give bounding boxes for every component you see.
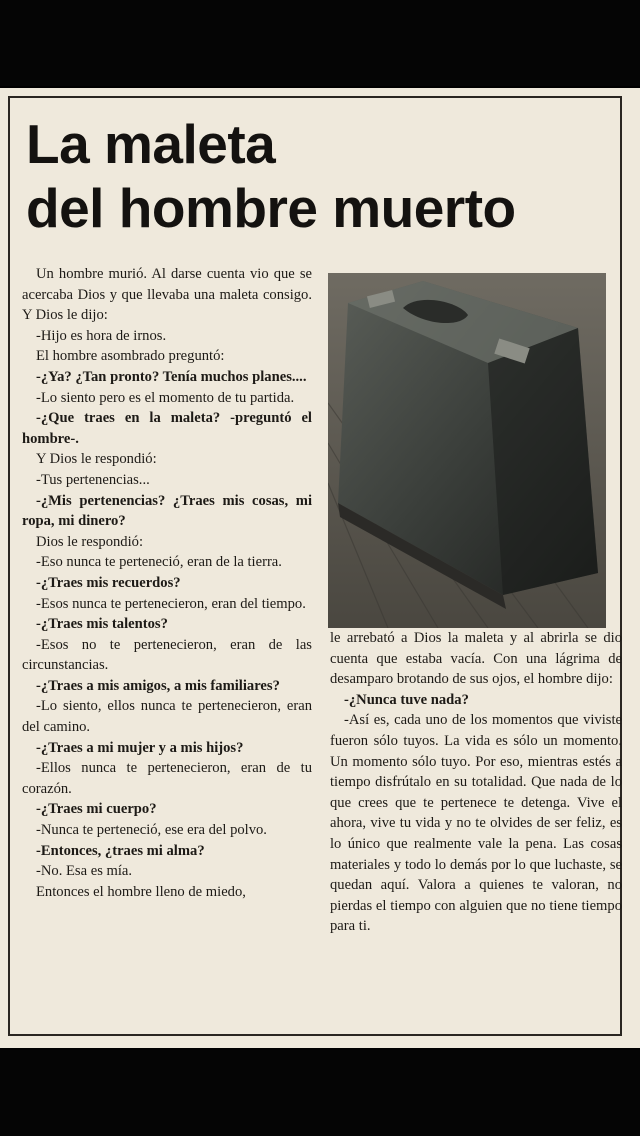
paragraph: -¿Traes a mi mujer y a mis hijos? [36,739,244,756]
headline-line-1: La maleta [26,113,276,175]
paragraph: -¿Que traes en la maleta? -preguntó el hombre-. [22,410,312,447]
paragraph: Dios le respondió: [36,533,144,550]
bottom-black-bar [0,1050,640,1136]
right-text-column [330,628,622,937]
paragraph: -Hijo es hora de irnos. [36,327,167,344]
paragraph: le arrebató a Dios la maleta y al abrirla se dio cuenta que estaba vacía. Con una lágrima de desamparo brotando de sus ojos, el hombre dijo: [330,630,622,688]
paragraph: -¿Traes mi cuerpo? [36,801,157,818]
paragraph: -Nunca te perteneció, ese era del polvo. [36,822,267,839]
paragraph: -¿Mis pertenencias? ¿Traes mis cosas, mi ropa, mi dinero? [22,492,312,530]
paragraph: -Ellos nunca te pertenecieron, eran de tu corazón. [22,760,312,797]
paragraph: -Así es, cada uno de los momentos que viviste fueron sólo tuyos. La vida es sólo un momento. Un momento sólo tuyo. Por eso, mientras estés a tiempo disfrútalo en su totalidad. Que nada de lo que crees que te pertenece te detenga. Vive el ahora, vive tu vida y no te olvides de ser feliz, es lo único que realmente vale la pena. Las cosas materiales y todo lo demás por lo que luchaste, se quedan aquí. Valora a quienes te valoran, no pierdas el tiempo con alguien que no tiene tiempo para ti. [330,712,622,935]
paragraph: Un hombre murió. Al darse cuenta vio que se acercaba Dios y que llevaba una maleta consigo. Y Dios le dijo: [22,266,312,324]
paragraph: -Esos nunca te pertenecieron, eran del tiempo. [36,595,306,612]
paragraph: -Esos no te pertenecieron, eran de las circunstancias. [22,636,312,674]
paragraph: -¿Nunca tuve nada? [344,691,469,708]
paragraph: -Lo siento, ellos nunca te pertenecieron, eran del camino. [22,698,312,736]
paragraph: -Entonces, ¿traes mi alma? [36,842,205,859]
paragraph: -¿Traes mis talentos? [36,616,168,633]
article-headline [26,112,516,240]
paragraph: -No. Esa es mía. [36,863,133,880]
paragraph: -Eso nunca te perteneció, eran de la tierra. [36,554,282,571]
paragraph: -¿Traes mis recuerdos? [36,574,181,591]
suitcase-image [328,273,606,628]
paragraph: -¿Ya? ¿Tan pronto? Tenía muchos planes.... [36,368,307,385]
left-text-column [22,264,312,902]
headline-line-2: del hombre muerto [26,177,516,239]
paragraph: Entonces el hombre lleno de miedo, [36,883,246,900]
paragraph: Y Dios le respondió: [36,451,157,468]
suitcase-photo [328,273,606,628]
paragraph: -¿Traes a mis amigos, a mis familiares? [36,677,280,694]
newspaper-clipping [0,88,640,1048]
paragraph: -Lo siento pero es el momento de tu partida. [36,389,295,406]
top-black-bar [0,0,640,86]
paragraph: El hombre asombrado preguntó: [36,348,225,365]
paragraph: -Tus pertenencias... [36,471,150,488]
